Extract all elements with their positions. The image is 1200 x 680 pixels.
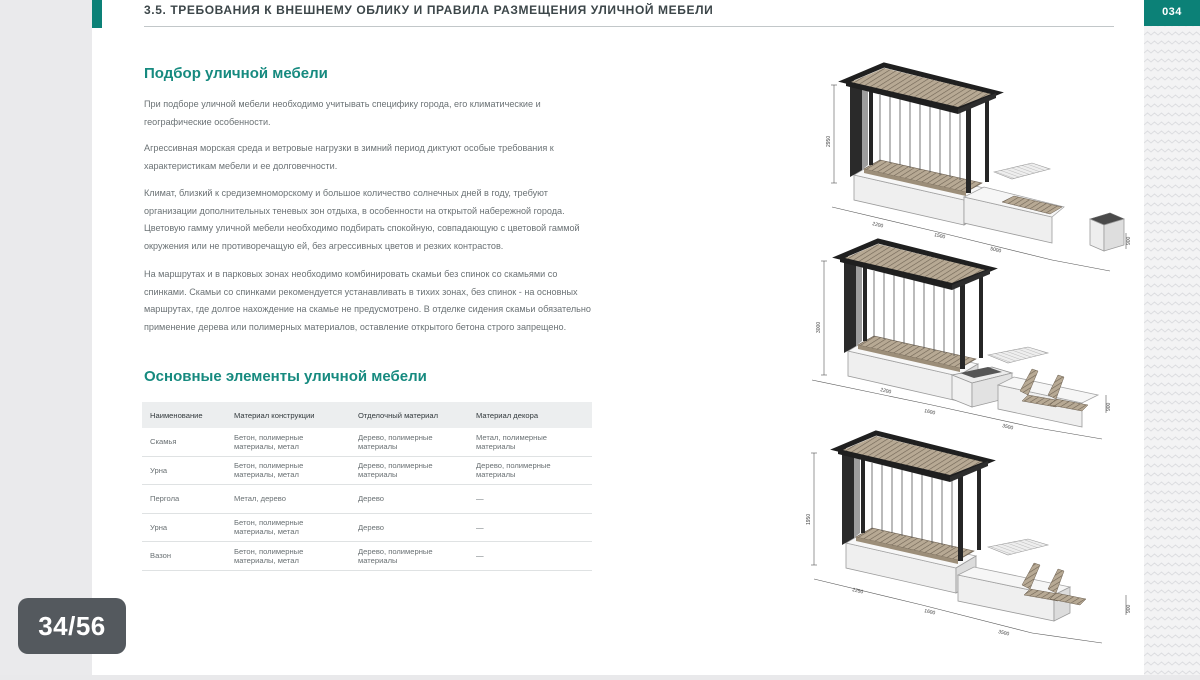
dim-width-2: 2200	[879, 387, 892, 396]
wave-line	[1144, 275, 1200, 278]
wave-line	[1144, 41, 1200, 44]
wave-line	[1144, 257, 1200, 260]
wave-line	[1144, 671, 1200, 674]
paragraph-4: На маршрутах и в парковых зонах необходимо комбинировать скамьи без спинок со скамьями со спинками. Скамьи со спинками рекомендуется устанавливать в тихих зонах, без спинок - на основных маршрутах, где долгое нахождение на скамье не предусмотрено. В отделке сидения скамьи обязательно применение дерева или полимерных материалов, оставление открытого бетона строго запрещено.	[144, 269, 591, 332]
table-cell: Метал, полимерные материалы	[468, 428, 592, 457]
wave-line	[1144, 500, 1200, 503]
furniture-set-1	[826, 65, 1132, 271]
wave-line	[1144, 473, 1200, 476]
document-page	[92, 0, 1144, 675]
column-header: Наименование	[142, 402, 226, 428]
wave-line	[1144, 68, 1200, 71]
wave-line	[1144, 590, 1200, 593]
table-cell: Пергола	[142, 485, 226, 514]
table-cell: —	[468, 542, 592, 571]
wave-line	[1144, 302, 1200, 305]
table-cell: Бетон, полимерные материалы, метал	[226, 542, 350, 571]
viewer-left-margin	[0, 0, 92, 675]
wave-line	[1144, 239, 1200, 242]
table-cell: Дерево, полимерные материалы	[350, 457, 468, 486]
wave-line	[1144, 356, 1200, 359]
dim-small-1: 900	[1126, 236, 1132, 245]
wave-line	[1144, 527, 1200, 530]
wave-line	[1144, 410, 1200, 413]
section-heading-furniture-selection: Подбор уличной мебели	[144, 65, 328, 82]
table-cell: Бетон, полимерные материалы, метал	[226, 514, 350, 543]
dim-depth-2: 1600	[923, 408, 936, 417]
furniture-axonometric-illustration	[702, 55, 1132, 660]
table-cell: Вазон	[142, 542, 226, 571]
wave-line	[1144, 518, 1200, 521]
wave-line	[1144, 194, 1200, 197]
column-header: Отделочный материал	[350, 402, 468, 428]
wave-line	[1144, 32, 1200, 35]
dim-length-1: 5000	[989, 246, 1002, 255]
wave-line	[1144, 428, 1200, 431]
wave-line	[1144, 158, 1200, 161]
wave-line	[1144, 554, 1200, 557]
dim-height-2: 3000	[816, 321, 822, 333]
wave-line	[1144, 491, 1200, 494]
dim-height-3: 1950	[806, 513, 812, 525]
wave-line	[1144, 293, 1200, 296]
wave-line	[1144, 320, 1200, 323]
wave-line	[1144, 572, 1200, 575]
wave-line	[1144, 653, 1200, 656]
wave-line	[1144, 131, 1200, 134]
wave-line	[1144, 392, 1200, 395]
wave-line	[1144, 365, 1200, 368]
wave-line	[1144, 167, 1200, 170]
furniture-set-3	[806, 433, 1132, 643]
table-cell: —	[468, 485, 592, 514]
wave-line	[1144, 419, 1200, 422]
column-header: Материал декора	[468, 402, 592, 428]
wave-line	[1144, 329, 1200, 332]
dim-depth-1: 1500	[933, 232, 946, 241]
wave-line	[1144, 662, 1200, 665]
wave-line	[1144, 248, 1200, 251]
wave-line	[1144, 104, 1200, 107]
table-row	[142, 457, 592, 486]
wave-line	[1144, 113, 1200, 116]
dim-length-3: 3500	[997, 629, 1010, 638]
table-cell: Урна	[142, 457, 226, 486]
table-cell: —	[468, 514, 592, 543]
dim-depth-3: 1600	[923, 608, 936, 617]
wave-line	[1144, 644, 1200, 647]
wave-line	[1144, 563, 1200, 566]
wave-line	[1144, 122, 1200, 125]
wave-line	[1144, 95, 1200, 98]
wave-line	[1144, 599, 1200, 602]
table-cell: Бетон, полимерные материалы, метал	[226, 457, 350, 486]
wave-line	[1144, 311, 1200, 314]
table-cell: Бетон, полимерные материалы, метал	[226, 428, 350, 457]
dim-small-2: 900	[1106, 402, 1112, 411]
wave-line	[1144, 86, 1200, 89]
wave-line	[1144, 635, 1200, 638]
wave-pattern	[1144, 0, 1200, 675]
wave-line	[1144, 464, 1200, 467]
table-cell: Метал, дерево	[226, 485, 350, 514]
table-cell: Дерево	[350, 485, 468, 514]
table-row	[142, 428, 592, 457]
viewer-right-margin	[1144, 0, 1200, 675]
wave-line	[1144, 347, 1200, 350]
furniture-set-2	[812, 241, 1112, 439]
wave-line	[1144, 338, 1200, 341]
wave-line	[1144, 221, 1200, 224]
furniture-elements-table	[142, 402, 592, 571]
wave-line	[1144, 266, 1200, 269]
table-cell: Урна	[142, 514, 226, 543]
section-heading-main-elements: Основные элементы уличной мебели	[144, 368, 427, 385]
table-cell: Дерево	[350, 514, 468, 543]
wave-line	[1144, 509, 1200, 512]
wave-line	[1144, 617, 1200, 620]
wave-line	[1144, 203, 1200, 206]
paragraph-3: Климат, близкий к средиземноморскому и большое количество солнечных дней в году, требуют организации дополнительных теневых зон отдыха, в особенности на открытой набережной города. Цветовую гамму уличной мебели необходимо подбирать спокойную, совпадающую с цветовой гаммой окружения или не противоречащую ей, без агрессивных цветов и резких контрастов.	[144, 188, 580, 251]
paragraph-2: Агрессивная морская среда и ветровые нагрузки в зимний период диктуют особые требования к характеристикам мебели и ее долговечности.	[144, 143, 554, 171]
table-row	[142, 542, 592, 571]
table-cell: Скамья	[142, 428, 226, 457]
section-header-title: 3.5. ТРЕБОВАНИЯ К ВНЕШНЕМУ ОБЛИКУ И ПРАВИЛА РАЗМЕЩЕНИЯ УЛИЧНОЙ МЕБЕЛИ	[144, 3, 714, 17]
page-number-badge: 034	[1144, 0, 1200, 26]
header-divider	[144, 26, 1114, 27]
wave-line	[1144, 149, 1200, 152]
wave-line	[1144, 176, 1200, 179]
wave-line	[1144, 608, 1200, 611]
wave-line	[1144, 284, 1200, 287]
wave-line	[1144, 581, 1200, 584]
wave-line	[1144, 455, 1200, 458]
paragraph-1: При подборе уличной мебели необходимо учитывать специфику города, его климатические и географические особенности.	[144, 99, 541, 127]
page-counter-badge: 34/56	[18, 598, 126, 654]
wave-line	[1144, 401, 1200, 404]
wave-line	[1144, 77, 1200, 80]
wave-line	[1144, 374, 1200, 377]
accent-strip	[92, 0, 102, 28]
dim-width-3: 2250	[851, 587, 864, 596]
dim-small-3: 900	[1126, 604, 1132, 613]
dim-length-2: 3500	[1001, 423, 1014, 432]
wave-line	[1144, 383, 1200, 386]
table-header-row	[142, 402, 592, 428]
table-cell: Дерево, полимерные материалы	[350, 542, 468, 571]
wave-line	[1144, 212, 1200, 215]
wave-line	[1144, 59, 1200, 62]
table-row	[142, 485, 592, 514]
wave-line	[1144, 446, 1200, 449]
dim-height-1: 2950	[826, 135, 832, 147]
table-cell: Дерево, полимерные материалы	[468, 457, 592, 486]
wave-line	[1144, 185, 1200, 188]
table-cell: Дерево, полимерные материалы	[350, 428, 468, 457]
wave-line	[1144, 482, 1200, 485]
wave-line	[1144, 140, 1200, 143]
dim-width-1: 2200	[871, 221, 884, 230]
wave-line	[1144, 50, 1200, 53]
wave-line	[1144, 545, 1200, 548]
wave-line	[1144, 230, 1200, 233]
wave-line	[1144, 437, 1200, 440]
wave-line	[1144, 626, 1200, 629]
column-header: Материал конструкции	[226, 402, 350, 428]
table-row	[142, 514, 592, 543]
wave-line	[1144, 536, 1200, 539]
